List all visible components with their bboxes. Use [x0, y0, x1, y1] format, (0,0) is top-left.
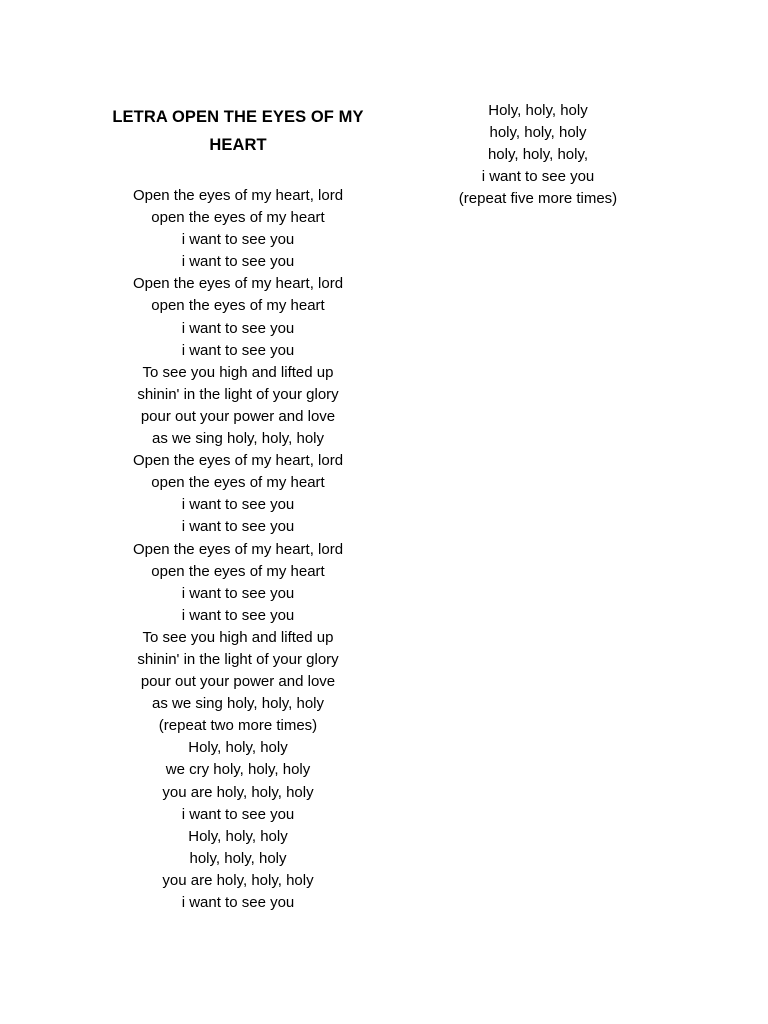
lyric-line: pour out your power and love	[140, 673, 336, 691]
lyric-line: Open the eyes of my heart, lord	[132, 275, 344, 293]
lyric-line: i want to see you	[181, 496, 295, 514]
lyric-line: To see you high and lifted up	[142, 363, 334, 381]
lyric-line: holy, holy, holy	[189, 849, 287, 867]
lyric-line: (repeat five more times)	[458, 190, 618, 208]
right-lyrics-column	[430, 100, 646, 210]
lyric-line: Open the eyes of my heart, lord	[132, 540, 344, 558]
lyric-line: i want to see you	[181, 894, 295, 911]
lyric-line: i want to see you	[181, 319, 295, 337]
lyric-line: holy, holy, holy	[489, 124, 587, 142]
lyric-line: holy, holy, holy,	[487, 146, 589, 164]
lyric-line: Open the eyes of my heart, lord	[132, 452, 344, 470]
lyric-line: we cry holy, holy, holy	[165, 761, 311, 779]
lyric-line: Holy, holy, holy	[188, 739, 288, 757]
lyric-line: i want to see you	[181, 341, 295, 359]
lyric-line: i want to see you	[181, 518, 295, 536]
lyric-line: as we sing holy, holy, holy	[151, 695, 325, 713]
title-line-2: HEART	[209, 136, 267, 154]
lyric-line: (repeat two more times)	[158, 717, 318, 735]
lyric-line: To see you high and lifted up	[142, 628, 334, 646]
lyric-line: you are holy, holy, holy	[162, 783, 314, 801]
lyric-line: pour out your power and love	[140, 407, 336, 425]
left-lyrics	[108, 185, 368, 914]
lyric-line: i want to see you	[181, 584, 295, 602]
lyric-line: i want to see you	[181, 606, 295, 624]
lyric-line: open the eyes of my heart	[151, 297, 325, 315]
lyric-line: shinin' in the light of your glory	[137, 650, 339, 668]
lyric-line: i want to see you	[181, 805, 295, 823]
document-title	[108, 103, 368, 159]
title-line-1: LETRA OPEN THE EYES OF MY	[112, 108, 364, 126]
lyric-line: open the eyes of my heart	[151, 209, 325, 227]
lyric-line: i want to see you	[481, 168, 595, 186]
lyric-line: Holy, holy, holy	[488, 102, 588, 119]
lyric-line: open the eyes of my heart	[151, 562, 325, 580]
lyric-line: i want to see you	[181, 231, 295, 249]
lyric-line: i want to see you	[181, 253, 295, 271]
lyric-line: shinin' in the light of your glory	[137, 385, 339, 403]
lyric-line: as we sing holy, holy, holy	[151, 430, 325, 448]
lyric-line: Holy, holy, holy	[188, 827, 288, 845]
left-lyrics-column	[108, 103, 368, 914]
lyric-line: Open the eyes of my heart, lord	[132, 187, 344, 204]
lyric-line: open the eyes of my heart	[151, 474, 325, 492]
lyric-line: you are holy, holy, holy	[162, 871, 314, 889]
